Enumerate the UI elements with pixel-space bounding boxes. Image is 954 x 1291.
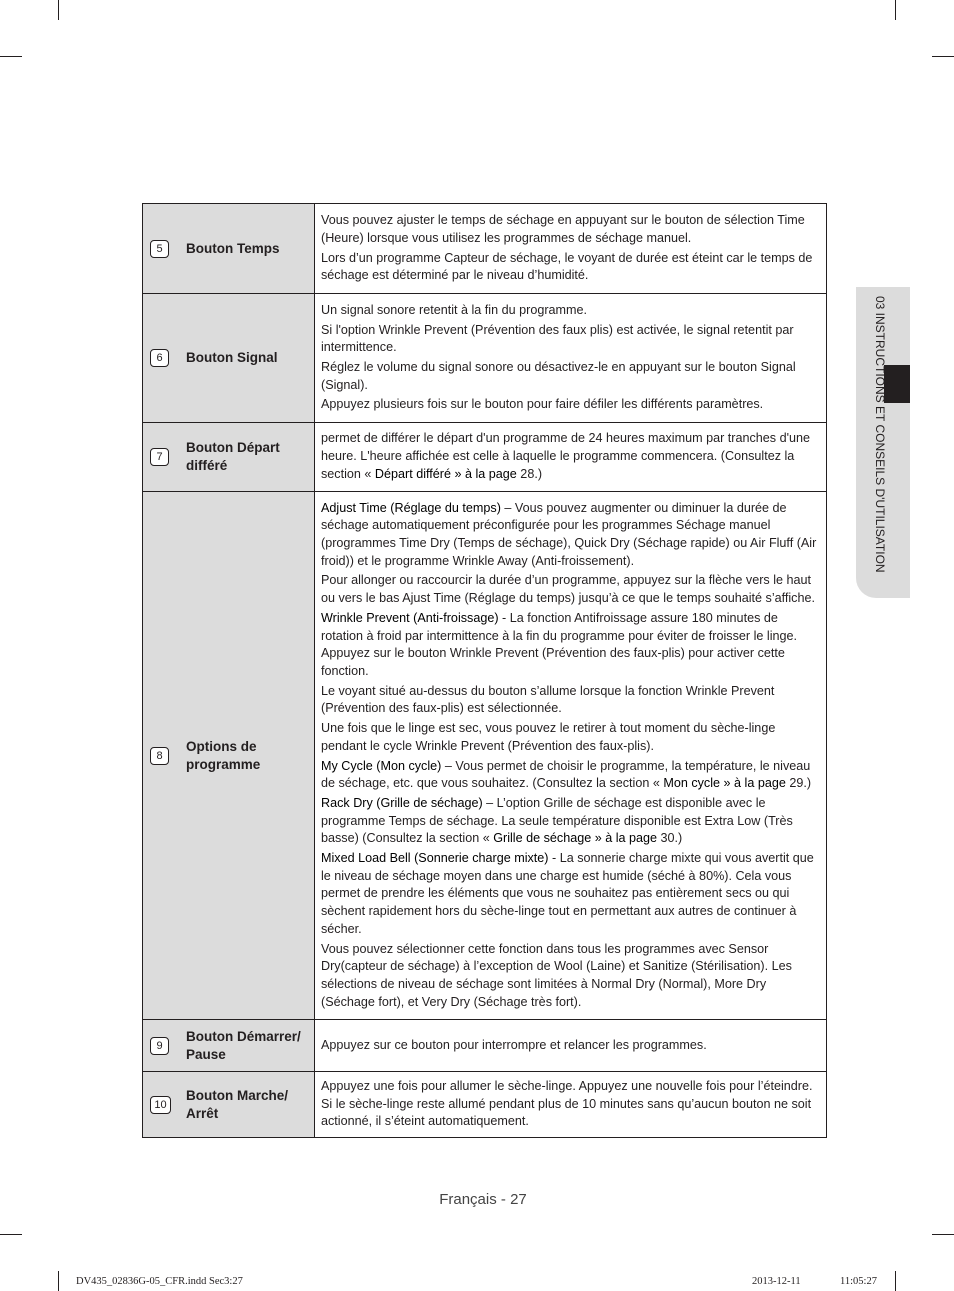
page-number: Français - 27 [439,1191,527,1208]
paragraph: Une fois que le linge est sec, vous pouvez le retirer à tout moment du sèche-linge pendant le cycle Wrinkle Prevent (Prévention des faux-plis). [321,721,776,753]
row-title: Options de programme [186,738,261,772]
item-number-badge: 7 [150,448,169,466]
table-row [143,491,826,1019]
option-name: Wrinkle Prevent (Anti-froissage) [321,610,499,625]
table-row [143,422,826,491]
option-name: My Cycle (Mon cycle) [321,758,442,773]
crop-mark [932,56,954,57]
paragraph: Le voyant situé au-dessus du bouton s’allume lorsque la fonction Wrinkle Prevent (Prévention des faux-plis) est sélectionnée. [321,683,775,716]
crop-mark [895,0,896,20]
table-row [143,1071,826,1137]
row-label-cell [143,294,315,422]
paragraph: Pour allonger ou raccourcir la durée d’un programme, appuyez sur la flèche vers le haut ou vers le bas Ajust Time (Réglage du temps) jusqu’à ce que le temps souhaité s’affiche. [321,573,815,606]
row-title: Bouton Temps [186,240,280,256]
paragraph: Vous pouvez sélectionner cette fonction dans tous les programmes avec Sensor Dry(capteur de séchage) à l’exception de Wool (Laine) et Sanitize (Stérilisation). Les sélections de niveau de séchage sont limitées à Normal Dry (Normal), More Dry (Séchage fort), et Very Dry (Séchage très fort). [321,941,792,1009]
row-description [315,1072,826,1137]
control-panel-table [142,203,827,1138]
paragraph: Vous pouvez ajuster le temps de séchage en appuyant sur le bouton de sélection Time (Heure) lorsque vous utilisez les programmes de séchage manuel. [321,213,805,245]
print-time: 11:05:27 [840,1276,877,1287]
table-row [143,293,826,422]
paragraph: Appuyez sur ce bouton pour interrompre et relancer les programmes. [321,1037,707,1052]
item-number-badge: 9 [150,1037,169,1055]
row-title: Bouton Marche/ Arrêt [186,1087,289,1121]
paragraph: Wrinkle Prevent (Anti-froissage) - La fonction Antifroissage assure 180 minutes de rotation à froid par intermittence à la fin du programme pour éviter de froisser le linge. Appuyez sur le bouton Wrinkle Prevent (Prévention des faux-plis) pour activer cette fonction. [321,610,797,678]
cross-reference-link[interactable]: Grille de séchage » à la page [493,831,658,846]
row-description [315,294,826,422]
page-footer [0,1191,954,1208]
row-description [315,1020,826,1071]
table-row [143,1019,826,1071]
paragraph: Réglez le volume du signal sonore ou désactivez-le en appuyant sur le bouton Signal (Signal). [321,360,796,392]
row-label-cell [143,204,315,293]
row-description [315,204,826,293]
row-description [315,423,826,491]
row-label-cell [143,423,315,491]
crop-mark [895,1271,896,1291]
row-label-cell [143,492,315,1019]
print-file-info: DV435_02836G-05_CFR.indd Sec3:27 [76,1276,243,1287]
item-number-badge: 10 [150,1096,171,1114]
crop-mark [932,1234,954,1235]
row-title: Bouton Démarrer/ Pause [186,1028,301,1062]
paragraph: Adjust Time (Réglage du temps) – Vous pouvez augmenter ou diminuer la durée de séchage automatiquement préconfigurée pour les programmes Séchage manuel (programmes Time Dry (Temps de séchage), Quick Dry (Séchage rapide) ou Air Fluff (Air froid)) et le programme Wrinkle Away (Anti-froissement). [321,500,817,568]
row-label-cell [143,1020,315,1071]
crop-mark [58,1271,59,1291]
row-title: Bouton Départ différé [186,440,280,473]
row-label-cell [143,1072,315,1137]
paragraph: Lors d’un programme Capteur de séchage, le voyant de durée est éteint car le temps de séchage est déterminé par le niveau d’humidité. [321,250,813,283]
paragraph: Appuyez une fois pour allumer le sèche-linge. Appuyez une nouvelle fois pour l’éteindre. Si le sèche-linge reste allumé pendant plus de 10 minutes sans qu’aucun bouton ne soit actionné, il s’éteint automatiquement. [321,1078,813,1129]
paragraph: My Cycle (Mon cycle) – Vous permet de choisir le programme, la température, le niveau de séchage, etc. que vous souhaitez. (Consultez la section « Mon cycle » à la page 29.) [321,758,812,791]
row-title: Bouton Signal [186,350,278,365]
item-number-badge: 6 [150,349,169,367]
table-row [143,204,826,293]
item-number-badge: 5 [150,240,169,258]
paragraph: Si l'option Wrinkle Prevent (Prévention des faux plis) est activée, le signal retentit par intermittence. [321,322,794,355]
item-number-badge: 8 [150,747,169,765]
paragraph: permet de différer le départ d'un programme de 24 heures maximum par tranches d'une heure. L'heure affichée est celle à laquelle le programme commencera. (Consultez la section « Départ différé » à la page 28.) [321,431,810,481]
option-name: Rack Dry (Grille de séchage) [321,795,483,810]
chapter-title: 03 INSTRUCTIONS ET CONSEILS D'UTILISATION [873,296,887,573]
paragraph: Un signal sonore retentit à la fin du programme. [321,302,588,317]
paragraph: Rack Dry (Grille de séchage) – L’option Grille de séchage est disponible avec le programme Temps de séchage. La seule température disponible est Extra Low (Très basse) (Consultez la section « Grille de séchage » à la page 30.) [321,795,793,846]
cross-reference-link[interactable]: Mon cycle » à la page [663,776,786,791]
option-name: Mixed Load Bell (Sonnerie charge mixte) [321,851,549,866]
row-description [315,492,826,1019]
cross-reference-link[interactable]: Départ différé » à la page [374,466,517,481]
paragraph: Appuyez plusieurs fois sur le bouton pour faire défiler les différents paramètres. [321,397,764,412]
crop-mark [0,56,22,57]
option-name: Adjust Time (Réglage du temps) [321,500,501,515]
crop-mark [0,1234,22,1235]
print-date: 2013-12-11 [752,1276,801,1287]
crop-mark [58,0,59,20]
paragraph: Mixed Load Bell (Sonnerie charge mixte) - La sonnerie charge mixte qui vous avertit que le niveau de séchage moyen dans une charge est humide (séché à 80%). Cela vous permet de prendre les éléments que vous ne souhaitez pas entièrement secs ou qui sèchent rapidement hors du sèche-linge tout en permettant aux autres de continuer à sécher. [321,851,814,936]
